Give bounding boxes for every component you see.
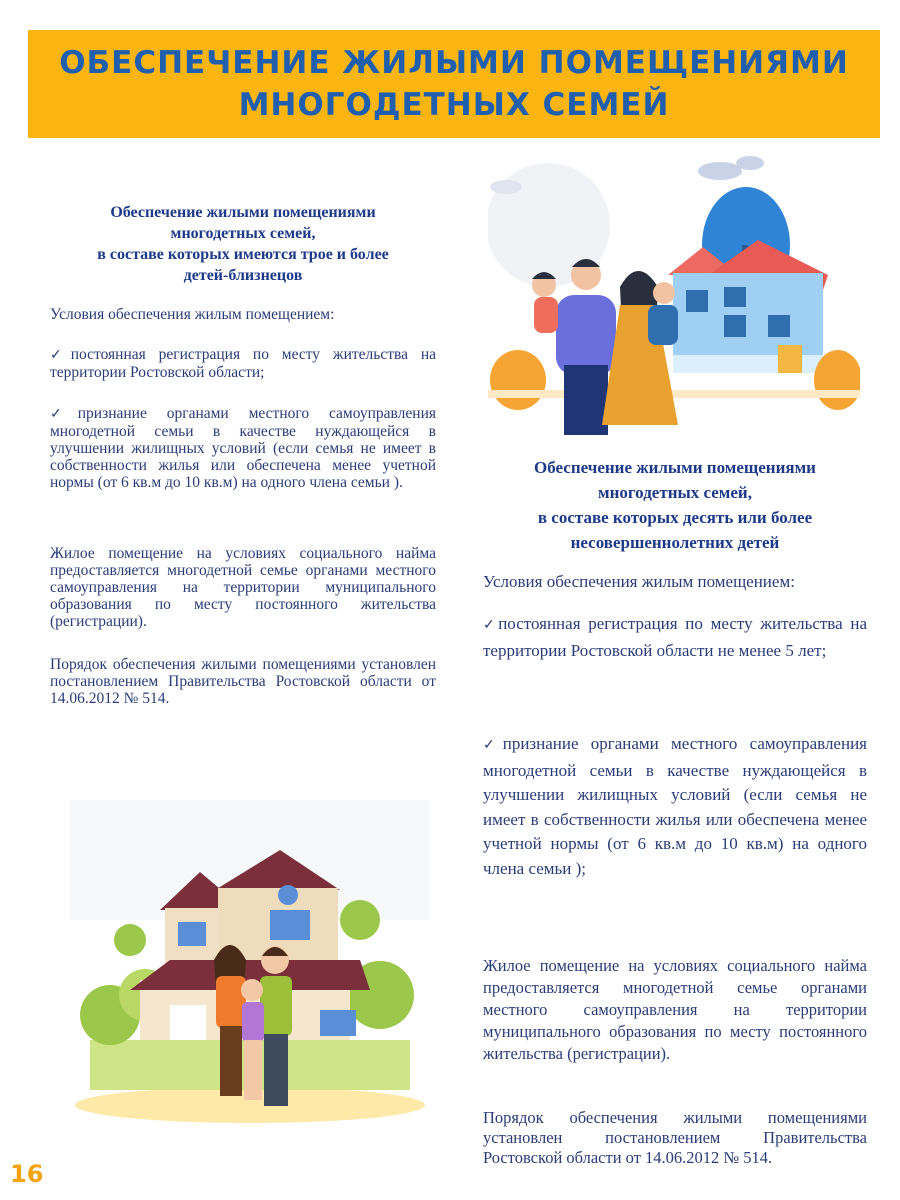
- checkmark-icon: ✓: [483, 738, 503, 753]
- family-house-illustration: [488, 155, 860, 435]
- page-title-line-1: ОБЕСПЕЧЕНИЕ ЖИЛЫМИ ПОМЕЩЕНИЯМИ: [59, 45, 849, 81]
- section2-heading: Обеспечение жилыми помещениями многодетных семей, в составе которых десять или более несовершеннолетних детей: [534, 458, 816, 552]
- section1-housing: Жилое помещение на условиях социального найма предоставляется многодетной семье органами местного самоуправления на территории муниципального образования по месту постоянного жительства (регистрации).: [50, 545, 436, 630]
- section2-conditions-label: Условия обеспечения жилым помещением:: [483, 572, 795, 591]
- section1-condition-1: ✓постоянная регистрация по месту жительства на территории Ростовской области;: [50, 346, 437, 381]
- checkmark-icon: ✓: [50, 348, 71, 363]
- section1-order: Порядок обеспечения жилыми помещениями установлен постановлением Правительства Ростовской области от 14.06.2012 № 514.: [50, 656, 436, 707]
- section1-conditions-label: Условия обеспечения жилым помещением:: [50, 306, 335, 323]
- checkmark-icon: ✓: [483, 618, 499, 633]
- page-number: 16: [10, 1160, 44, 1188]
- checkmark-icon: ✓: [50, 407, 78, 422]
- section2-order: Порядок обеспечения жилыми помещениями установлен постановлением Правительства Ростовской области от 14.06.2012 № 514.: [483, 1108, 867, 1167]
- page-title-line-2: МНОГОДЕТНЫХ СЕМЕЙ: [238, 87, 670, 123]
- section1-heading: Обеспечение жилыми помещениями многодетных семей, в составе которых имеются трое и более детей-близнецов: [97, 204, 389, 284]
- family-house-illustration-2: [70, 800, 430, 1135]
- section2-condition-1: ✓постоянная регистрация по месту жительства на территории Ростовской области не менее 5 лет;: [483, 614, 867, 660]
- section2-housing: Жилое помещение на условиях социального найма предоставляется многодетной семье органами местного самоуправления на территории муниципального образования по месту постоянного жительства (регистрации).: [483, 956, 867, 1063]
- title-banner: [28, 30, 880, 138]
- section2-condition-2: ✓признание органами местного самоуправления многодетной семьи в качестве нуждающейся в улучшении жилищных условий (если семья не имеет в собственности жилья или обеспечена менее учетной нормы (от 6 кв.м до 10 кв.м) на одного члена семьи );: [483, 734, 867, 878]
- section1-condition-2: ✓признание органами местного самоуправления многодетной семьи в качестве нуждающейся в улучшении жилищных условий (если семья не имеет в собственности жилья или обеспечена менее учетной нормы (от 6 кв.м до 10 кв.м) на одного члена семьи ).: [50, 405, 437, 491]
